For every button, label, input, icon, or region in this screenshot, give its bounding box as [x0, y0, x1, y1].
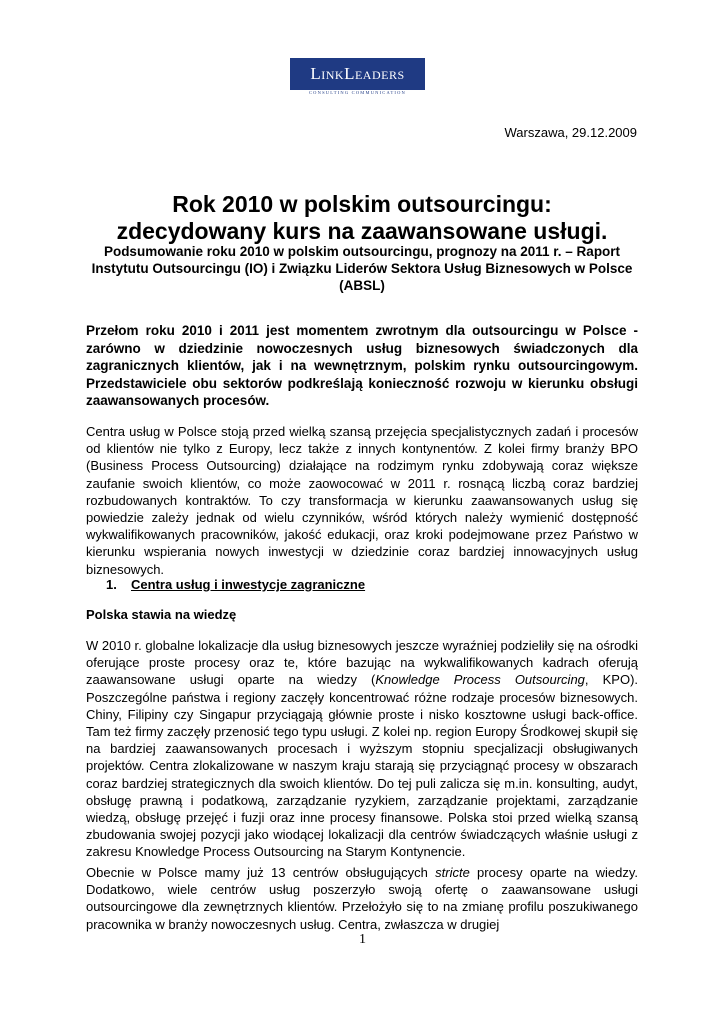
- body-paragraph-1: Centra usług w Polsce stoją przed wielką szansą przejęcia specjalistycznych zadań i procesów od klientów nie tylko z Europy, lecz także z innych kontynentów. Z kolei firmy branży BPO (Business Process Outsourcing) działające na rodzimym rynku zdobywają coraz większe zaufanie swoich klientów, co może zaowocować w 2011 r. rosnącą liczbą coraz bardziej rozbudowanych kontraktów. To czy transformacja w kierunku zaawansowanych usług się powiedzie zależy jednak od wielu czynników, wśród których należy wymienić dostępność wykwalifikowanych pracowników, jakość edukacji, oraz kroki podejmowane przez Państwo w kierunku wspierania nowych inwestycji w dziedzinie coraz bardziej innowacyjnych usług biznesowych.: [86, 424, 638, 577]
- body-paragraph-3: [86, 864, 638, 933]
- paragraph-2-text-b: , KPO). Poszczególne państwa i regiony zaczęły koncentrować różne rodzaje procesów biznesowych. Chiny, Filipiny czy Singapur przyciągają głównie proste i nisko kosztowne usługi back-office. Tam też firmy zaczęły przenosić tego typu usługi. Z kolei np. region Europy Środkowej skupił się na bardziej zaawansowanych procesach i wyższym stopniu specjalizacji obsługiwanych projektów. Centra zlokalizowane w naszym kraju starają się przyciągnąć procesy w obszarach coraz bardziej strategicznych dla swoich klientów. Do tej puli zalicza się m.in. konsulting, audyt, obsługę prawną i podatkową, zarządzanie ryzykiem, zarządzanie projektami, zarządzanie wiedzą, obsługę przejęć i fuzji oraz inne procesy finansowe. Polska stoi przed wielką szansą zbudowania swojej pozycji jako wiodącej lokalizacji dla centrów świadczących właśnie usługi z zakresu Knowledge Process Outsourcing na Starym Kontynencie.: [86, 672, 639, 860]
- section-title: Centra usług i inwestycje zagraniczne: [131, 577, 366, 592]
- title-line-2: zdecydowany kurs na zaawansowane usługi.: [116, 218, 608, 244]
- subtitle: Podsumowanie roku 2010 w polskim outsourcingu, prognozy na 2011 r. – Raport Instytutu Outsourcingu (IO) i Związku Liderów Sektora Usług Biznesowych w Polsce (ABSL): [91, 244, 633, 293]
- logo-tagline: CONSULTING COMMUNICATION: [308, 90, 406, 95]
- page-number: 1: [359, 932, 366, 947]
- section-number: 1.: [106, 577, 117, 592]
- paragraph-3-italic: stricte: [435, 865, 470, 880]
- title-line-1: Rok 2010 w polskim outsourcingu:: [172, 191, 552, 217]
- paragraph-2-text-a: W 2010 r. globalne lokalizacje dla usług biznesowych jeszcze wyraźniej podzieliły się na ośrodki oferujące proste procesy oraz te, które bazując na wykwalifikowanych kadrach oferują zaawansowane usługi oparte na wiedzy (: [86, 638, 638, 688]
- document-date: Warszawa, 29.12.2009: [504, 125, 637, 140]
- subheading: Polska stawia na wiedzę: [86, 607, 237, 622]
- body-paragraph-2: [86, 637, 638, 861]
- paragraph-2-italic: Knowledge Process Outsourcing: [375, 672, 585, 688]
- company-logo: LinkLeaders: [290, 58, 425, 90]
- paragraph-3-text-b: procesy oparte na wiedzy. Dodatkowo, wiele centrów usług poszerzyło swoją ofertę o zaawansowane usługi outsourcingowe dla zewnętrznych klientów. Przełożyło się to na zmianę profilu poszukiwanego pracownika w branży nowoczesnych usług. Centra, zwłaszcza w drugiej: [86, 865, 639, 932]
- section-heading: [106, 577, 365, 592]
- lead-paragraph: Przełom roku 2010 i 2011 jest momentem zwrotnym dla outsourcingu w Polsce - zarówno w dziedzinie nowoczesnych usług biznesowych świadczonych dla zagranicznych klientów, jak i na wewnętrznym, polskim rynku outsourcingowym. Przedstawiciele obu sektorów podkreślają konieczność rozwoju w kierunku obsługi zaawansowanych procesów.: [86, 323, 638, 409]
- paragraph-3-text-a: Obecnie w Polsce mamy już 13 centrów obsługujących: [86, 865, 436, 880]
